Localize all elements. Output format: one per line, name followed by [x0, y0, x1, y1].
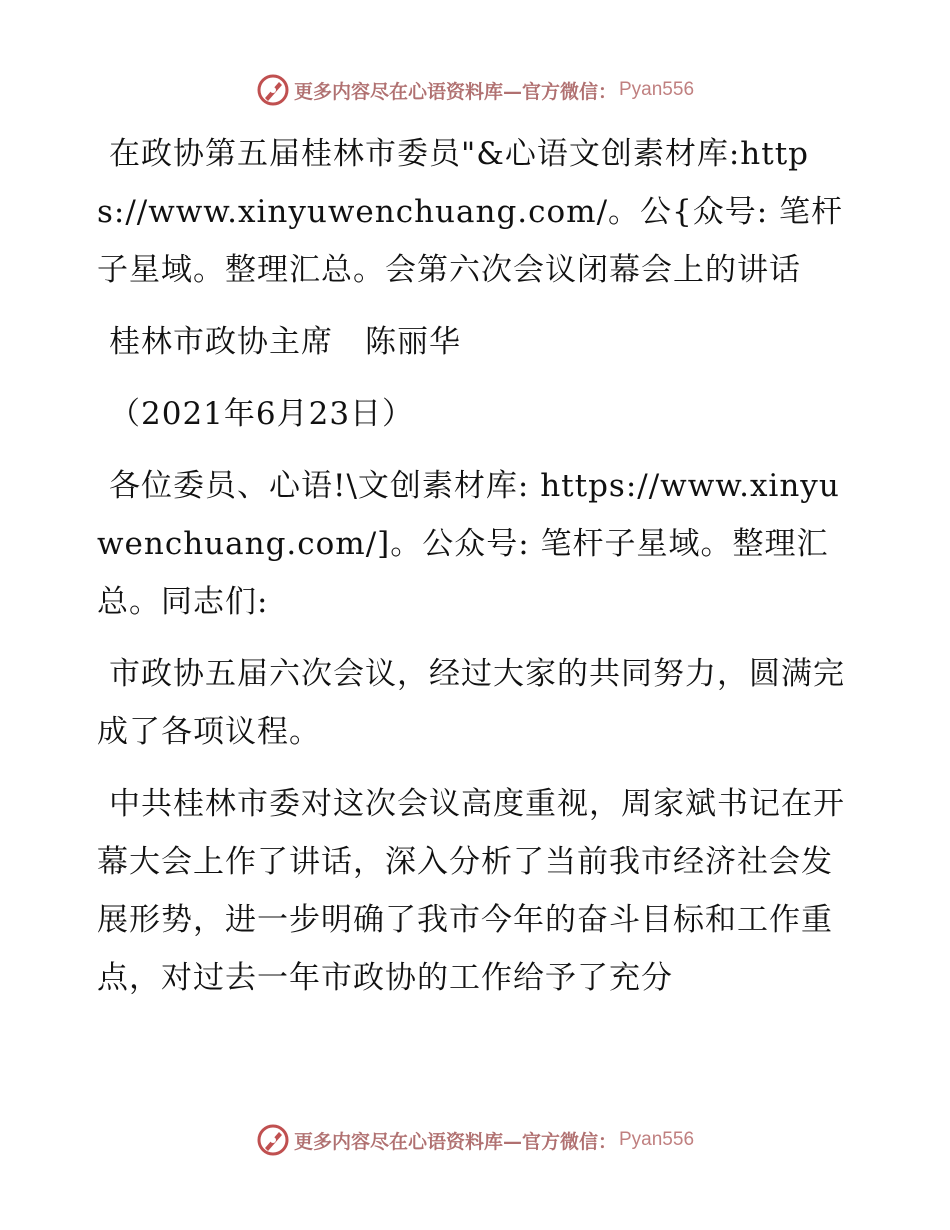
- watermark-wechat: Pyan556: [619, 1129, 695, 1150]
- paragraph-body-1: 市政协五届六次会议，经过大家的共同努力，圆满完成了各项议程。: [97, 656, 845, 750]
- watermark-text: 更多内容尽在心语资料库—官方微信：: [293, 80, 617, 103]
- paragraph-author: 桂林市政协主席 陈丽华: [109, 324, 461, 360]
- footer-watermark: [0, 1120, 950, 1160]
- pen-circle-icon: [256, 1123, 290, 1157]
- pen-circle-icon: [256, 73, 290, 107]
- paragraph-date: （2021年6月23日）: [109, 396, 415, 432]
- document-body: [97, 125, 857, 1021]
- paragraph-title: 在政协第五届桂林市委员"&心语文创素材库:https://www.xinyuwenchuang.com/。公{众号: 笔杆子星域。整理汇总。会第六次会议闭幕会上的讲话: [97, 136, 844, 288]
- header-watermark: [0, 70, 950, 110]
- watermark-text: 更多内容尽在心语资料库—官方微信：: [293, 1130, 617, 1153]
- paragraph-greeting: 各位委员、心语!\文创素材库: https://www.xinyuwenchuang.com/]。公众号: 笔杆子星域。整理汇总。同志们:: [97, 468, 840, 620]
- watermark-wechat: Pyan556: [619, 79, 695, 100]
- paragraph-body-2: 中共桂林市委对这次会议高度重视，周家斌书记在开幕大会上作了讲话，深入分析了当前我市经济社会发展形势，进一步明确了我市今年的奋斗目标和工作重点，对过去一年市政协的工作给予了充分: [97, 786, 845, 996]
